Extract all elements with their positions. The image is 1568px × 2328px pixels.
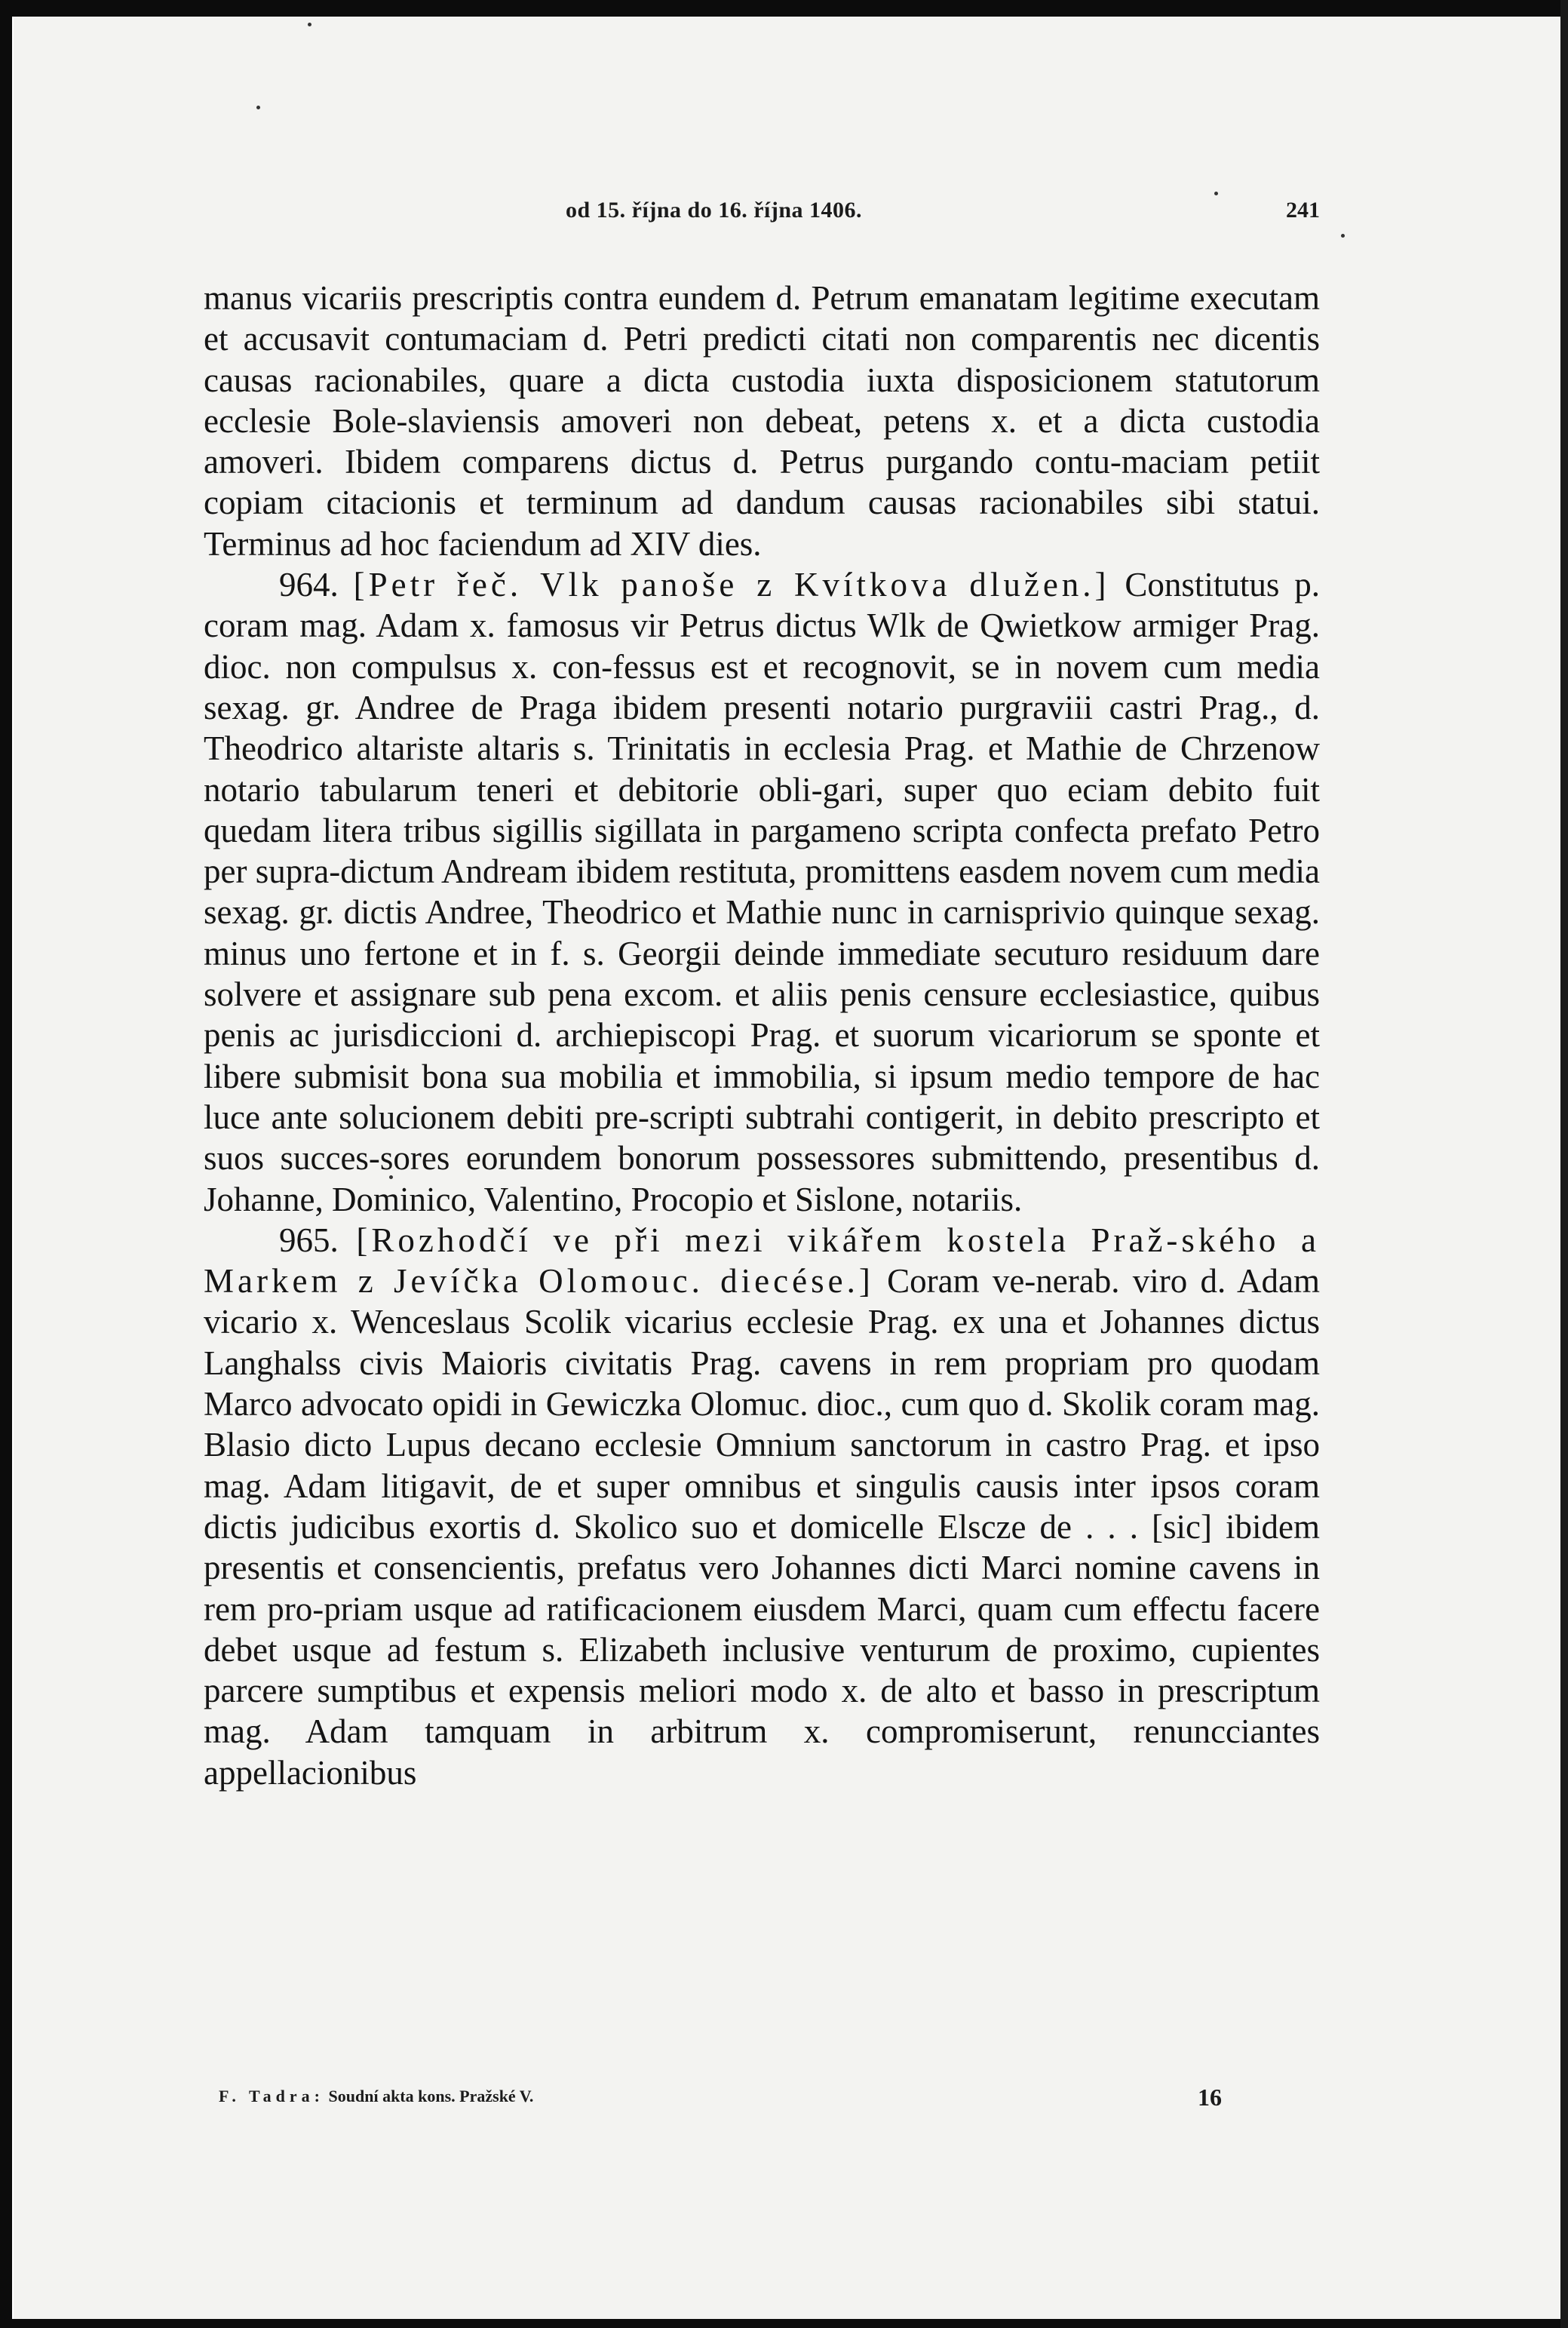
- entry-number: 964.: [279, 566, 339, 604]
- entry-text: Constitutus p. coram mag. Adam x. famosus vir Petrus dictus Wlk de Qwietkow armiger Prag. dioc. non compulsus x. con-fessus est et recognovit, se in novem cum media sexag. gr. Andree de Praga ibidem presenti notario purgraviii castri Prag., d. Theodrico altariste altaris s. Trinitatis in ecclesia Prag. et Mathie de Chrzenow notario tabularum teneri et debitorie obli-gari, super quo eciam debito fuit quedam litera tribus sigillis sigillata in pargameno scripta confecta prefato Petro per supra-dictum Andream ibidem restituta, promittens easdem novem cum media sexag. gr. dictis Andree, Theodrico et Mathie nunc in carnisprivio quinque sexag. minus uno fertone et in f. s. Georgii deinde immediate secuturo residuum dare solvere et assignare sub pena excom. et aliis penis censure ecclesiastice, quibus penis ac jurisdiccioni d. archiepiscopi Prag. et suorum vicariorum se sponte et libere submisit bona sua mobilia et immobilia, si ipsum medio tempore de hac luce ante solucionem debiti pre-scripti subtrahi contigerit, in debito prescripto et suos succes-sores eorundem bonorum possessores submittendo, presentibus d. Johanne, Dominico, Valentino, Procopio et Sislone, notariis.: [204, 566, 1321, 1218]
- page-number: 241: [1286, 198, 1320, 223]
- body-text: [204, 278, 1320, 1793]
- entry-text: Coram ve-nerab. viro d. Adam vicario x. Wenceslaus Scolik vicarius ecclesie Prag. ex una et Johannes dictus Langhalss civis Maioris civitatis Prag. cavens in rem propriam pro quodam Marco advocato opidi in Gewiczka Olomuc. dioc., cum quo d. Skolik coram mag. Blasio dicto Lupus decano ecclesie Omnium sanctorum in castro Prag. et ipso mag. Adam litigavit, de et super omnibus et singulis causis inter ipsos coram dictis judicibus exortis d. Skolico suo et domicelle Elscze de . . . [sic] ibidem presentis et consencientis, prefatus vero Johannes dicti Marci nomine cavens in rem pro-priam usque ad ratificacionem eiusdem Marci, quam cum effectu facere debet usque ad festum s. Elizabeth inclusive venturum de proximo, cupientes parcere sumptibus et expensis meliori modo x. de alto et basso in prescriptum mag. Adam tamquam in arbitrum x. compromiserunt, renuncciantes appellacionibus: [204, 1262, 1321, 1792]
- page-footer: [219, 2084, 1222, 2117]
- scan-border-right: [1560, 0, 1568, 2328]
- footer-author: F. Tadra:: [219, 2087, 325, 2105]
- scan-speck: [1341, 234, 1345, 238]
- entry-heading: [Rozhodčí ve při mezi vikářem kostela Praž-ského a Markem z Jevíčka Olomouc. diecése.]: [204, 1221, 1320, 1301]
- signature-mark: 16: [1198, 2084, 1222, 2111]
- paragraph-continuation: [204, 278, 1320, 564]
- entry-number: 965.: [279, 1221, 339, 1259]
- scan-border-left: [0, 0, 12, 2328]
- scan-border-bottom: [0, 2319, 1568, 2328]
- running-head-title: od 15. října do 16. října 1406.: [566, 198, 863, 223]
- entry-heading: [Petr řeč. Vlk panoše z Kvítkova dlužen.]: [353, 566, 1110, 604]
- scan-speck: [308, 23, 311, 26]
- entry-965: [204, 1220, 1320, 1793]
- scan-border-top: [0, 0, 1568, 17]
- footer-work-title: Soudní akta kons. Pražské V.: [328, 2087, 534, 2105]
- scan-speck: [256, 106, 260, 109]
- paragraph-text: manus vicariis prescriptis contra eundem d. Petrum emanatam legitime executam et accusavit contumaciam d. Petri predicti citati non comparentis nec dicentis causas racionabiles, quare a dicta custodia iuxta disposicionem statutorum ecclesie Bole-slaviensis amoveri non debeat, petens x. et a dicta custodia amoveri. Ibidem comparens dictus d. Petrus purgando contu-maciam petiit copiam citacionis et terminum ad dandum causas racionabiles sibi statui. Terminus ad hoc faciendum ad XIV dies.: [204, 279, 1320, 563]
- running-head: [204, 195, 1320, 228]
- entry-964: [204, 564, 1320, 1220]
